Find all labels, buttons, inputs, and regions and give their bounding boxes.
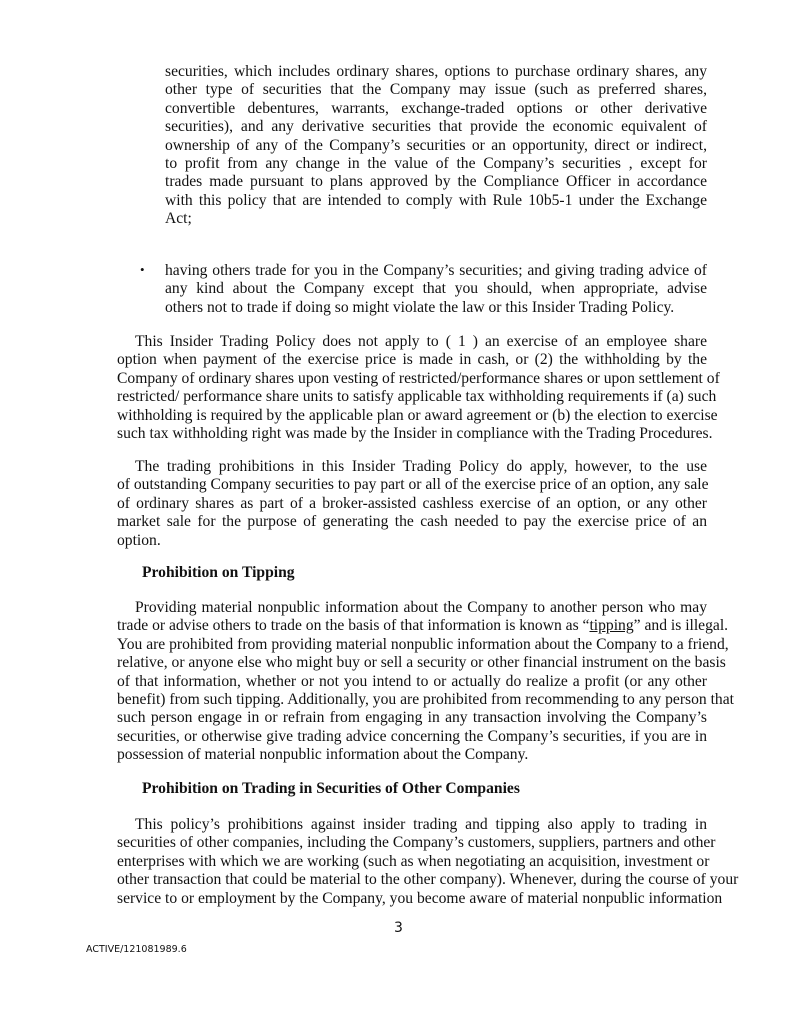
text-line: with this policy that are intended to comply with Rule 10b5-1 under the Exchange: [165, 191, 707, 209]
text-line: trades made pursuant to plans approved by the Compliance Officer in accordance: [165, 173, 707, 191]
page-number: 3: [394, 920, 403, 936]
paragraph-tipping: [117, 599, 734, 765]
defined-term: tipping: [589, 617, 634, 635]
text-line: Providing material nonpublic information about the Company to another person who may: [135, 599, 707, 616]
text-line: restricted/ performance share units to satisfy applicable tax withholding requirements if (a) such: [117, 388, 717, 406]
bullet-icon: •: [140, 262, 145, 277]
text-line: convertible debentures, warrants, exchange-traded options or other derivative: [165, 99, 707, 117]
bullet-list-item: [165, 262, 707, 317]
text-line: other type of securities that the Company may issue (such as preferred shares,: [165, 81, 707, 99]
text-line: market sale for the purpose of generating the cash needed to pay the exercise price of an: [117, 513, 707, 531]
paragraph-prohibitions-apply: [117, 458, 707, 550]
text-line: [117, 617, 729, 635]
text-line: option.: [117, 531, 161, 549]
text-line: This Insider Trading Policy does not apply to ( 1 ) an exercise of an employee share: [135, 333, 707, 350]
text-line: Act;: [165, 210, 192, 228]
text-span: ” and is illegal.: [633, 617, 729, 635]
text-line: of outstanding Company securities to pay part or all of the exercise price of an option, any sale: [117, 476, 709, 494]
text-line: withholding is required by the applicable plan or award agreement or (b) the election to exercise: [117, 406, 718, 424]
text-line: other transaction that could be material to the other company). Whenever, during the course of your: [117, 871, 739, 889]
text-line: benefit) from such tipping. Additionally, you are prohibited from recommending to any person that: [117, 690, 734, 708]
text-line: possession of material nonpublic information about the Company.: [117, 746, 529, 764]
paragraph-exceptions: [117, 333, 720, 443]
text-line: securities of other companies, including the Company’s customers, suppliers, partners and other: [117, 834, 716, 852]
text-line: securities), and any derivative securities that provide the economic equivalent of: [165, 118, 707, 136]
text-line: of ordinary shares as part of a broker-assisted cashless exercise of an option, or any other: [117, 494, 707, 512]
text-line: ownership of any of the Company’s securities or an opportunity, direct or indirect,: [165, 136, 707, 154]
text-line: such person engage in or refrain from engaging in any transaction involving the Company’s: [117, 709, 707, 727]
document-id: ACTIVE/121081989.6: [86, 944, 187, 955]
text-line: of that information, whether or not you intend to or actually do realize a profit (or any other: [117, 672, 707, 690]
continued-list-item: [165, 63, 707, 229]
heading-tipping: Prohibition on Tipping: [142, 564, 295, 581]
text-line: The trading prohibitions in this Insider Trading Policy do apply, however, to the use: [135, 458, 707, 475]
text-line: others not to trade if doing so might violate the law or this Insider Trading Policy.: [165, 298, 675, 316]
text-line: having others trade for you in the Company’s securities; and giving trading advice of: [165, 262, 707, 279]
text-line: securities, or otherwise give trading advice concerning the Company’s securities, if you are in: [117, 727, 707, 745]
text-line: securities, which includes ordinary shares, options to purchase ordinary shares, any: [165, 63, 707, 80]
text-line: to profit from any change in the value of the Company’s securities , except for: [165, 154, 707, 172]
text-line: enterprises with which we are working (such as when negotiating an acquisition, investment or: [117, 852, 710, 870]
text-line: You are prohibited from providing material nonpublic information about the Company to a friend,: [117, 635, 729, 653]
text-line: This policy’s prohibitions against insider trading and tipping also apply to trading in: [135, 816, 707, 833]
text-line: relative, or anyone else who might buy or sell a security or other financial instrument on the basis: [117, 654, 726, 672]
text-line: service to or employment by the Company, you become aware of material nonpublic information: [117, 889, 723, 907]
text-line: option when payment of the exercise price is made in cash, or (2) the withholding by the: [117, 351, 707, 369]
text-line: Company of ordinary shares upon vesting of restricted/performance shares or upon settlement of: [117, 369, 720, 387]
text-line: any kind about the Company except that you should, when appropriate, advise: [165, 280, 707, 298]
text-line: such tax withholding right was made by the Insider in compliance with the Trading Procedures.: [117, 424, 713, 442]
heading-other-companies: Prohibition on Trading in Securities of Other Companies: [142, 780, 520, 797]
paragraph-other-companies: [117, 816, 739, 908]
text-span: trade or advise others to trade on the basis of that information is known as “: [117, 617, 590, 635]
